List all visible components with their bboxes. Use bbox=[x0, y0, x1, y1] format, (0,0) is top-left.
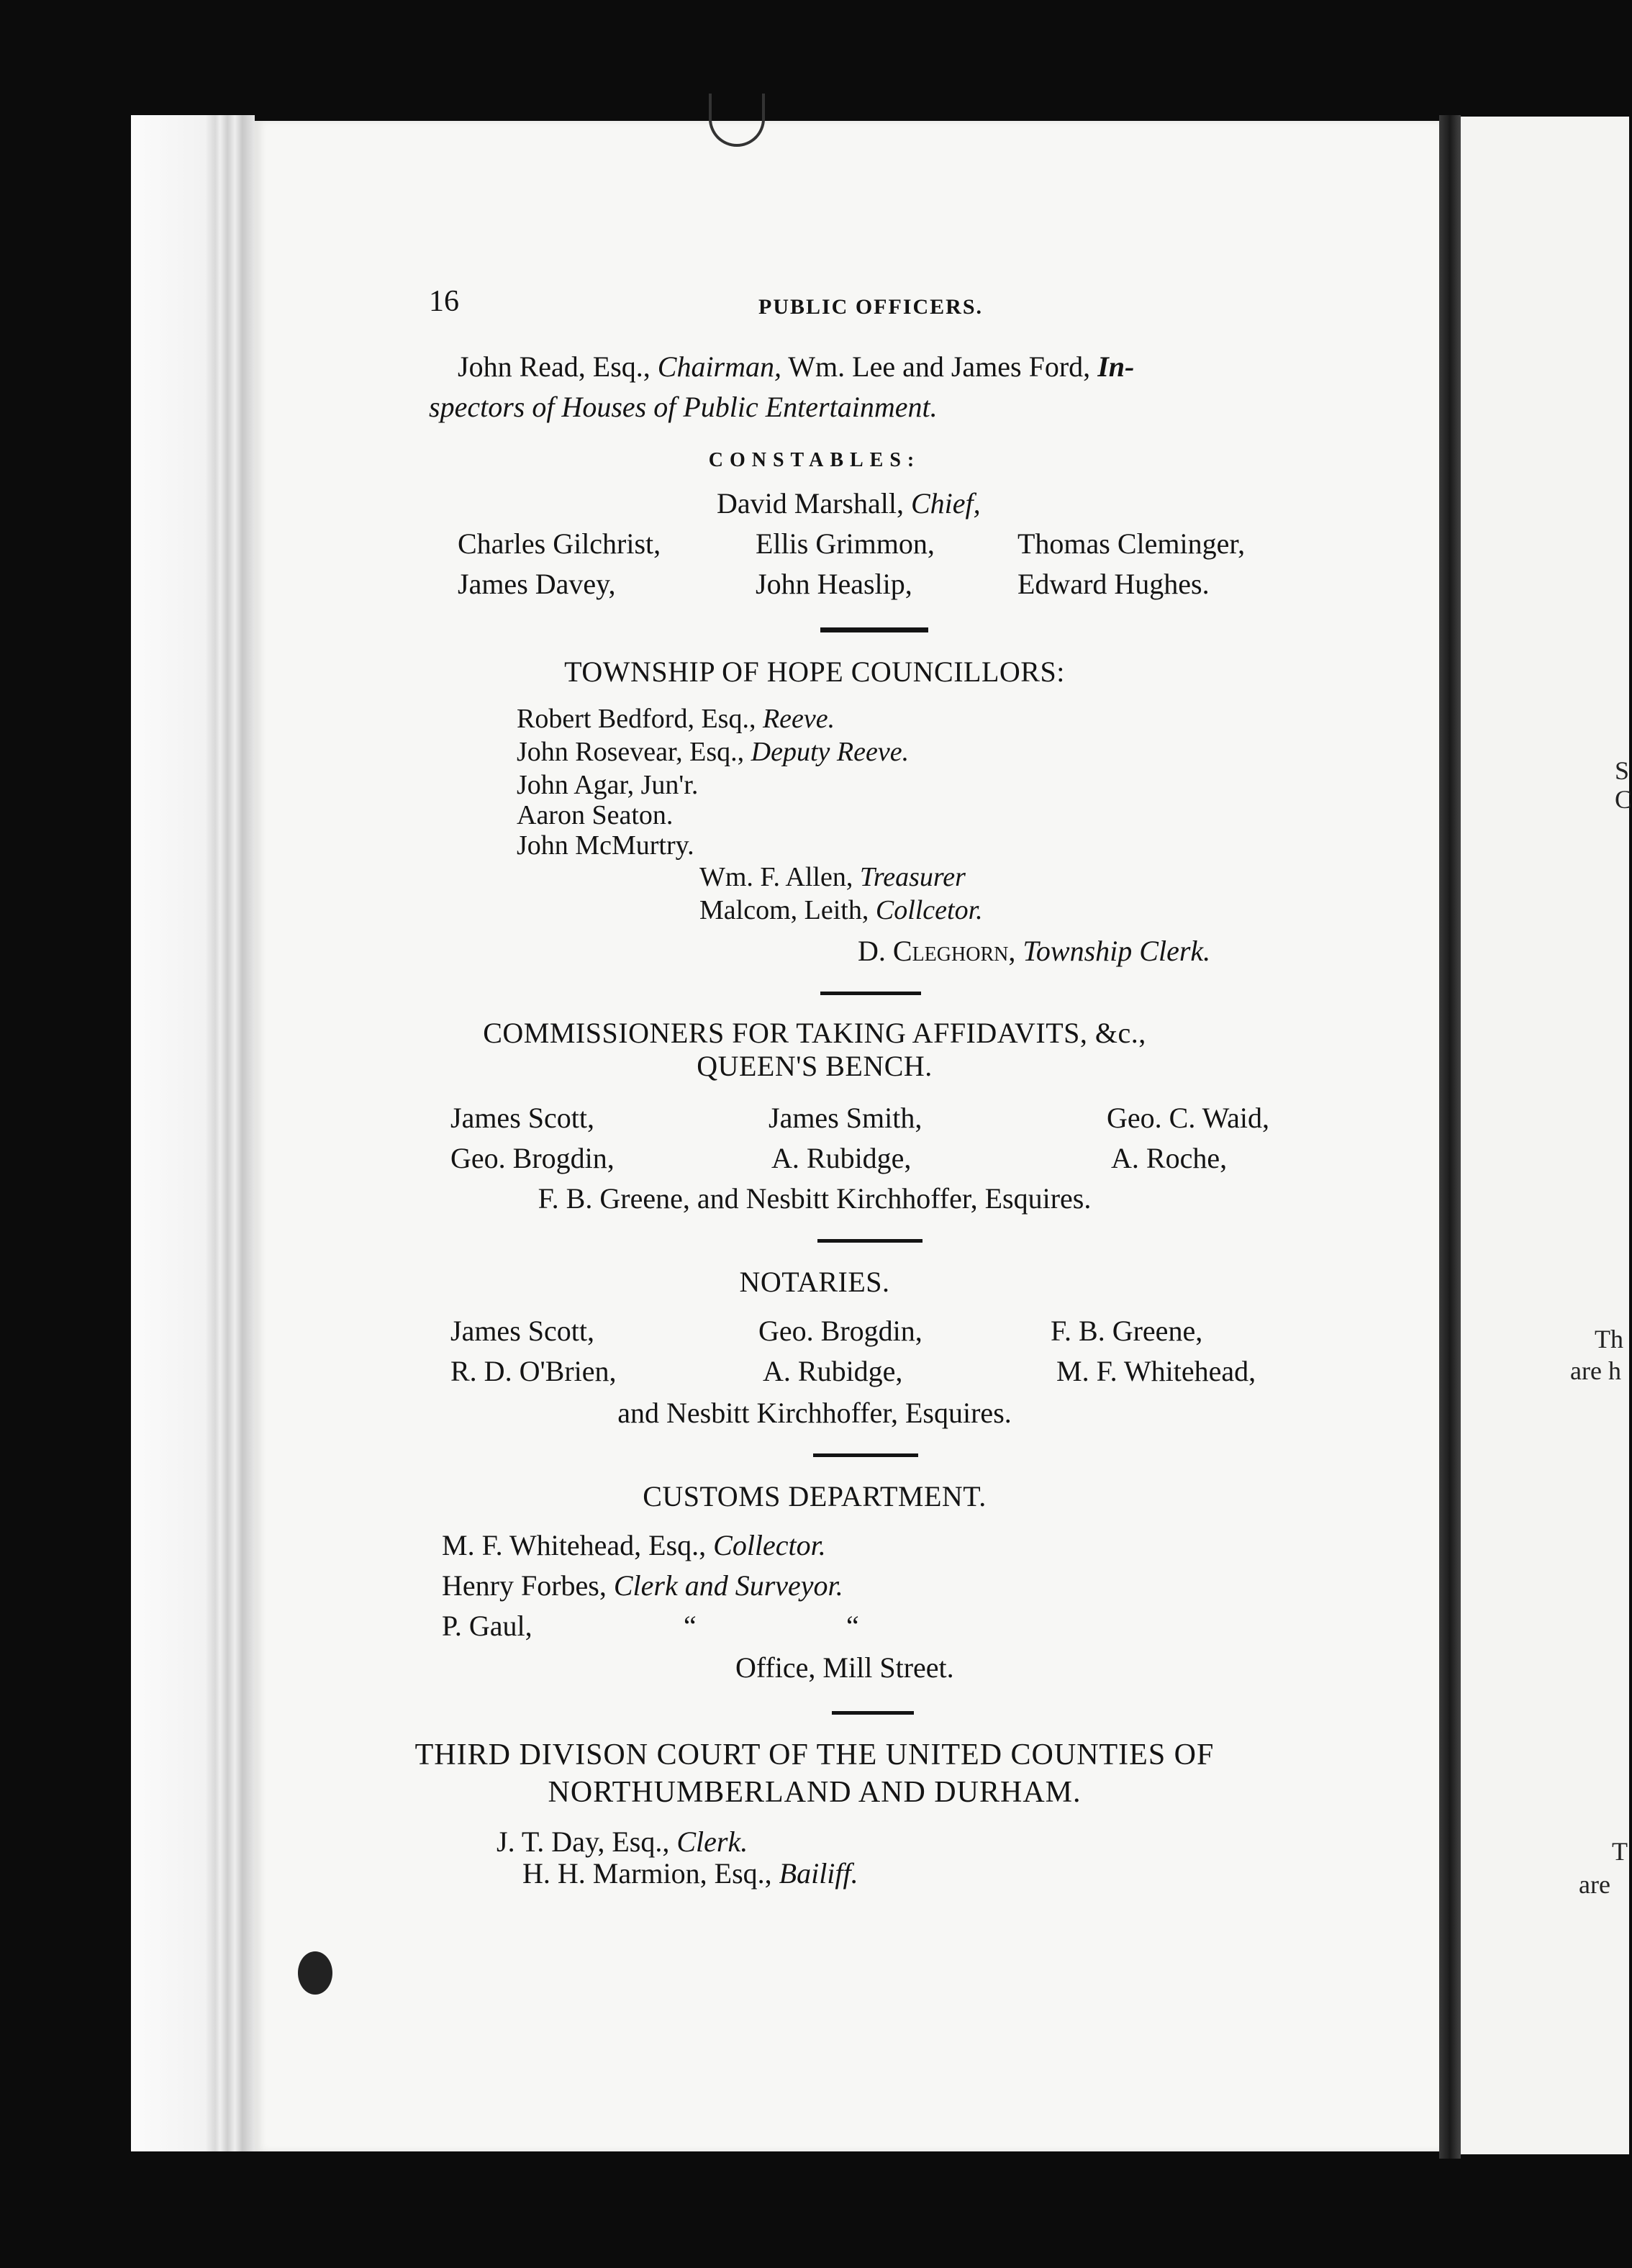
customs-office: Office, Mill Street. bbox=[735, 1651, 954, 1684]
ditto-mark: “ bbox=[684, 1610, 697, 1642]
court-clerk bbox=[497, 1825, 748, 1858]
constables-heading: CONSTABLES: bbox=[708, 449, 921, 471]
notary-name: A. Rubidge, bbox=[763, 1355, 903, 1387]
facing-fragment: S bbox=[1615, 756, 1630, 785]
running-head: PUBLIC OFFICERS. bbox=[758, 295, 984, 319]
customs-heading: CUSTOMS DEPARTMENT. bbox=[643, 1480, 987, 1512]
constable-chief bbox=[717, 489, 981, 518]
deputy-name: John Rosevear, Esq., bbox=[517, 737, 751, 767]
clerk-initial: D. bbox=[858, 935, 893, 967]
clerk-surname: Cleghorn, bbox=[892, 935, 1016, 967]
inspectors-role: In- bbox=[1097, 350, 1135, 383]
court-clerk-name: J. T. Day, Esq., bbox=[497, 1825, 677, 1858]
hope-reeve bbox=[517, 705, 835, 732]
inspectors-line-2: spectors of Houses of Public Entertainment. bbox=[429, 391, 938, 423]
treasurer-name: Wm. F. Allen, bbox=[699, 862, 860, 892]
court-clerk-title: Clerk. bbox=[676, 1825, 748, 1858]
hope-deputy-reeve bbox=[517, 738, 909, 766]
ditto-mark: “ bbox=[846, 1610, 859, 1642]
hope-treasurer bbox=[699, 863, 966, 891]
constable-name: Charles Gilchrist, bbox=[458, 527, 661, 560]
page-number: 16 bbox=[429, 285, 459, 318]
notary-name: Geo. Brogdin, bbox=[758, 1315, 922, 1347]
facing-fragment: are h bbox=[1570, 1356, 1621, 1385]
constable-name: John Heaslip, bbox=[756, 568, 912, 600]
commissioner-name: Geo. Brogdin, bbox=[450, 1142, 615, 1174]
reeve-title: Reeve. bbox=[762, 704, 835, 734]
court-bailiff-name: H. H. Marmion, Esq., bbox=[522, 1857, 779, 1890]
constable-name: Ellis Grimmon, bbox=[756, 527, 935, 560]
court-heading: THIRD DIVISON COURT OF THE UNITED COUNTIES OF bbox=[414, 1738, 1215, 1772]
commissioners-subheading: QUEEN'S BENCH. bbox=[697, 1050, 933, 1082]
customs-clerk bbox=[442, 1571, 843, 1600]
section-rule bbox=[832, 1711, 914, 1715]
section-rule bbox=[813, 1453, 918, 1457]
deputy-title: Deputy Reeve. bbox=[751, 737, 910, 767]
customs-collector-name: M. F. Whitehead, Esq., bbox=[442, 1529, 714, 1561]
court-subheading: NORTHUMBERLAND AND DURHAM. bbox=[548, 1776, 1082, 1809]
section-rule bbox=[820, 627, 928, 632]
customs-collector bbox=[442, 1531, 826, 1560]
section-rule bbox=[820, 992, 921, 995]
constable-name: Edward Hughes. bbox=[1017, 568, 1210, 600]
inspectors-text: Wm. Lee and James Ford, bbox=[781, 350, 1098, 383]
treasurer-title: Treasurer bbox=[859, 862, 966, 892]
section-rule bbox=[817, 1239, 922, 1243]
commissioner-name: A. Roche, bbox=[1111, 1142, 1228, 1174]
facing-fragment: are bbox=[1579, 1870, 1610, 1899]
customs-collector-title: Collector. bbox=[713, 1529, 826, 1561]
constable-name: Thomas Cleminger, bbox=[1017, 527, 1246, 560]
notary-name: James Scott, bbox=[450, 1315, 594, 1347]
facing-fragment: Th bbox=[1595, 1325, 1623, 1353]
notaries-closing: and Nesbitt Kirchhoffer, Esquires. bbox=[617, 1397, 1012, 1429]
court-bailiff bbox=[522, 1859, 858, 1888]
hope-councillor: John McMurtry. bbox=[517, 830, 694, 861]
commissioner-name: A. Rubidge, bbox=[771, 1142, 912, 1174]
inspectors-line-1 bbox=[458, 350, 1135, 383]
notary-name: F. B. Greene, bbox=[1051, 1315, 1203, 1347]
court-bailiff-title: Bailiff. bbox=[779, 1857, 858, 1890]
facing-fragment: T bbox=[1612, 1837, 1628, 1866]
chief-name: David Marshall, bbox=[717, 487, 911, 520]
notaries-heading: NOTARIES. bbox=[739, 1266, 890, 1298]
customs-clerk-title: Clerk and Surveyor. bbox=[613, 1569, 843, 1602]
notary-name: M. F. Whitehead, bbox=[1056, 1355, 1256, 1387]
inspectors-role: Chairman, bbox=[657, 350, 782, 383]
hope-collector bbox=[699, 897, 983, 924]
collector-title: Collcetor. bbox=[875, 895, 983, 925]
customs-clerk-name: Henry Forbes, bbox=[442, 1569, 614, 1602]
hope-councillor: Aaron Seaton. bbox=[517, 800, 674, 830]
hope-heading: TOWNSHIP OF HOPE COUNCILLORS: bbox=[564, 656, 1065, 688]
inspectors-text: John Read, Esq., bbox=[458, 350, 658, 383]
hope-councillor: John Agar, Jun'r. bbox=[517, 770, 699, 800]
commissioner-name: James Smith, bbox=[769, 1102, 922, 1134]
clerk-title: Township Clerk. bbox=[1015, 935, 1211, 967]
commissioners-closing: F. B. Greene, and Nesbitt Kirchhoffer, Esquires. bbox=[538, 1182, 1092, 1215]
hope-township-clerk bbox=[858, 937, 1210, 966]
facing-fragment: C bbox=[1615, 785, 1632, 814]
commissioner-name: Geo. C. Waid, bbox=[1107, 1102, 1270, 1134]
collector-name: Malcom, Leith, bbox=[699, 895, 876, 925]
commissioner-name: James Scott, bbox=[450, 1102, 594, 1134]
constable-name: James Davey, bbox=[458, 568, 616, 600]
chief-title: Chief, bbox=[910, 487, 981, 520]
notary-name: R. D. O'Brien, bbox=[450, 1355, 617, 1387]
commissioners-heading: COMMISSIONERS FOR TAKING AFFIDAVITS, &c., bbox=[483, 1017, 1146, 1049]
customs-officer-name: P. Gaul, bbox=[442, 1610, 532, 1642]
reeve-name: Robert Bedford, Esq., bbox=[517, 704, 763, 734]
